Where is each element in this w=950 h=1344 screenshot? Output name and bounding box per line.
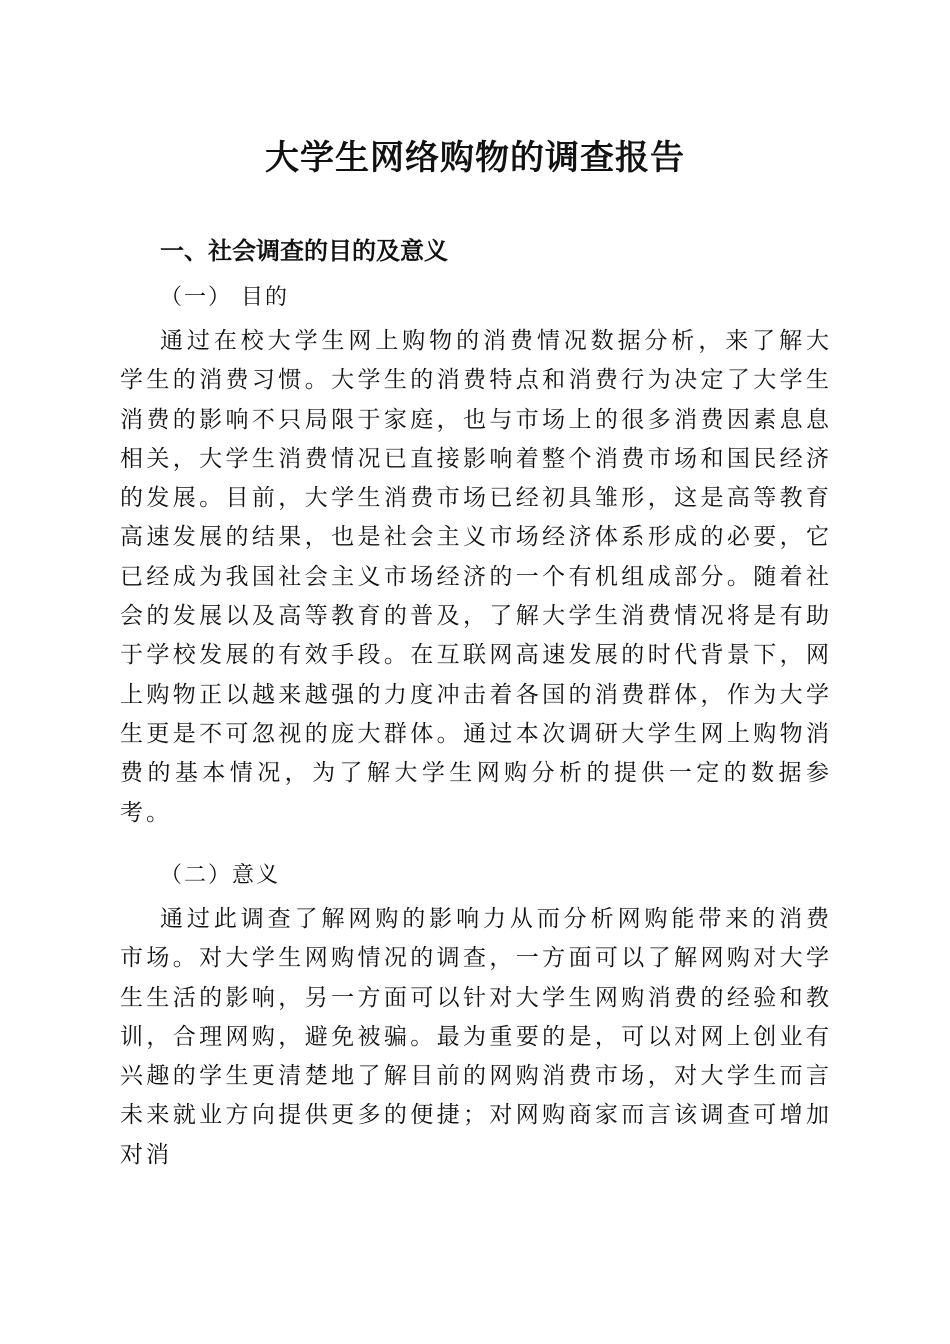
significance-paragraph: 通过此调查了解网购的影响力从而分析网购能带来的消费市场。对大学生网购情况的调查，一方面可以了解网购对大学生生活的影响，另一方面可以针对大学生网购消费的经验和教训，合理网购，避免被骗。最为重要的是，可以对网上创业有兴趣的学生更清楚地了解目前的网购消费市场，对大学生而言未来就业方向提供更多的便捷；对网购商家而言该调查可增加对消 bbox=[120, 906, 832, 1168]
document-title: 大学生网络购物的调查报告 bbox=[265, 138, 685, 178]
subsection-heading-significance: （二）意义 bbox=[160, 863, 281, 888]
purpose-paragraph: 通过在校大学生网上购物的消费情况数据分析，来了解大学生的消费习惯。大学生的消费特点和消费行为决定了大学生消费的影响不只局限于家庭，也与市场上的很多消费因素息息相关，大学生消费情况已直接影响着整个消费市场和国民经济的发展。目前，大学生消费市场已经初具雏形，这是高等教育高速发展的结果，也是社会主义市场经济体系形成的必要，它已经成为我国社会主义市场经济的一个有机组成部分。随着社会的发展以及高等教育的普及，了解大学生消费情况将是有助于学校发展的有效手段。在互联网高速发展的时代背景下，网上购物正以越来越强的力度冲击着各国的消费群体，作为大学生更是不可忽视的庞大群体。通过本次调研大学生网上购物消费的基本情况，为了解大学生网购分析的提供一定的数据参考。 bbox=[120, 328, 832, 826]
subsection-heading-purpose: （一） 目的 bbox=[160, 285, 289, 310]
section-heading: 一、社会调查的目的及意义 bbox=[160, 237, 448, 265]
